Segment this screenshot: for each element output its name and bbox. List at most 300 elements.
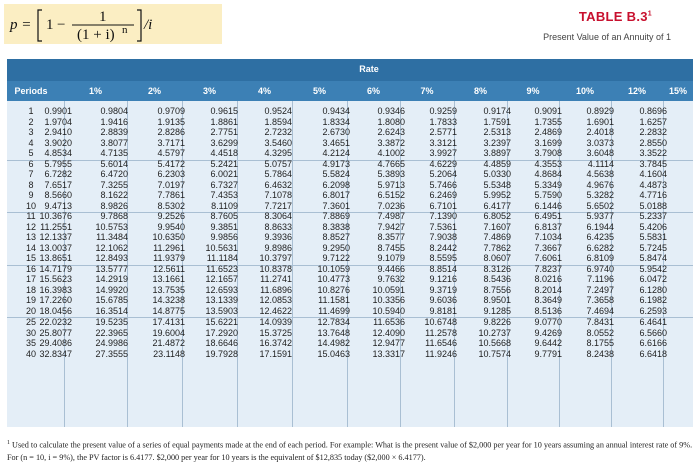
factor-cell: 8.7455 [377, 242, 405, 253]
factor-cell: 0.9259 [429, 106, 457, 116]
factor-cell: 12.4622 [259, 305, 292, 316]
factor-cell: 3.2397 [483, 137, 511, 148]
table-title: TABLE $B.3^1$ [578, 9, 652, 24]
period-cell: 35 [25, 338, 36, 348]
factor-cell: 3.7171 [157, 137, 185, 148]
factor-cell: 4.7716 [639, 190, 667, 200]
factor-cell: 14.8775 [152, 305, 185, 316]
factor-cell: 3.3522 [639, 148, 667, 158]
factor-cell: 6.1982 [639, 295, 667, 305]
period-cell: 13 [25, 232, 36, 242]
factor-cell: 11.9246 [425, 348, 457, 359]
factor-cell: 9.1079 [377, 253, 405, 263]
factor-cell: 5.7245 [639, 242, 667, 253]
factor-cell: 7.3658 [586, 295, 614, 305]
factor-cell: 7.1034 [534, 232, 562, 242]
factor-cell: 6.7282 [44, 169, 72, 179]
factor-cell: 2.4018 [586, 127, 614, 137]
factor-cell: 6.4632 [264, 179, 292, 190]
factor-cell: 5.7864 [264, 169, 292, 179]
factor-cell: 21.4872 [152, 338, 185, 348]
factor-cell: 7.7862 [483, 242, 511, 253]
factor-cell: 24.9986 [95, 338, 128, 348]
factor-cell: 22.0232 [39, 317, 72, 327]
rate-header-2pct: 2% [147, 86, 161, 96]
factor-cell: 25.8077 [39, 327, 72, 338]
factor-cell: 16.3983 [39, 284, 72, 295]
factor-cell: 4.1114 [587, 158, 614, 169]
factor-cell: 8.3064 [264, 211, 292, 221]
factor-cell: 8.3838 [322, 221, 350, 232]
factor-cell: 12.1337 [39, 232, 72, 242]
formula-numerator: 1 [99, 9, 107, 25]
factor-cell: 9.9540 [157, 221, 185, 232]
factor-cell: 3.7908 [534, 148, 562, 158]
factor-cell: 6.1944 [586, 221, 614, 232]
factor-cell: 7.9038 [429, 232, 457, 242]
period-cell: 18 [25, 284, 36, 295]
factor-cell: 8.8514 [429, 263, 457, 274]
factor-cell: 6.9740 [586, 263, 614, 274]
factor-cell: 2.4869 [534, 127, 562, 137]
factor-cell: 0.9804 [100, 106, 128, 116]
factor-cell: 2.6730 [322, 127, 350, 137]
rate-header-3pct: 3% [202, 86, 216, 96]
factor-cell: 5.7955 [44, 158, 72, 169]
factor-cell: 9.4713 [44, 200, 72, 211]
factor-cell: 6.0472 [639, 274, 667, 284]
period-cell: 12 [25, 221, 36, 232]
period-cell: 14 [25, 242, 36, 253]
factor-cell: 12.1062 [95, 242, 128, 253]
rate-header-1pct: 1% [88, 86, 102, 96]
factor-cell: 9.4269 [534, 327, 562, 338]
factor-cell: 19.6004 [152, 327, 185, 338]
factor-cell: 8.0607 [483, 253, 511, 263]
rate-header-12pct: 12% [627, 86, 646, 96]
factor-cell: 8.1109 [211, 200, 238, 211]
factor-cell: 8.5660 [44, 190, 72, 200]
footnote-marker: 1 [7, 440, 10, 446]
factor-cell: 14.3238 [152, 295, 185, 305]
factor-cell: 9.6442 [534, 338, 562, 348]
factor-cell: 5.6014 [100, 158, 128, 169]
rate-header-4pct: 4% [257, 86, 271, 96]
rate-header-10pct: 10% [575, 86, 594, 96]
factor-cell: 4.4859 [483, 158, 511, 169]
factor-cell: 8.0552 [586, 327, 614, 338]
factor-cell: 10.5668 [478, 338, 511, 348]
factor-cell: 10.2737 [478, 327, 511, 338]
factor-cell: 5.4206 [639, 221, 667, 232]
factor-cell: 1.8080 [377, 116, 405, 127]
factor-cell: 9.9856 [210, 232, 238, 242]
factor-cell: 4.8534 [44, 148, 72, 158]
rate-header-band [7, 59, 693, 81]
factor-cell: 13.1339 [205, 295, 238, 305]
factor-cell: 5.5831 [639, 232, 667, 242]
factor-cell: 7.9427 [377, 221, 405, 232]
factor-cell: 12.5611 [153, 263, 185, 274]
factor-cell: 11.2551 [40, 221, 72, 232]
formula-exponent: n [122, 24, 128, 36]
factor-cell: 9.3851 [210, 221, 238, 232]
formula-one: 1 [46, 17, 54, 33]
factor-cell: 3.3121 [429, 137, 457, 148]
factor-cell: 5.3893 [377, 169, 405, 179]
rate-header-6pct: 6% [366, 86, 380, 96]
factor-cell: 12.1657 [205, 274, 238, 284]
factor-cell: 6.6282 [586, 242, 614, 253]
factor-cell: 8.8633 [264, 221, 292, 232]
factor-cell: 11.2578 [425, 327, 457, 338]
factor-cell: 14.0939 [259, 317, 292, 327]
period-cell: 40 [25, 348, 36, 359]
factor-cell: 9.7868 [100, 211, 128, 221]
factor-cell: 4.4518 [210, 148, 238, 158]
factor-cell: 5.5348 [483, 179, 511, 190]
factor-cell: 9.1216 [429, 274, 457, 284]
factor-cell: 6.6166 [639, 338, 667, 348]
factor-cell: 2.6243 [377, 127, 405, 137]
factor-cell: 14.2919 [95, 274, 128, 284]
factor-cell: 3.8077 [100, 137, 128, 148]
factor-cell: 8.7556 [483, 284, 511, 295]
factor-cell: 9.3936 [264, 232, 292, 242]
factor-cell: 1.9135 [157, 116, 185, 127]
factor-cell: 1.8861 [210, 116, 238, 127]
factor-cell: 9.2526 [157, 211, 185, 221]
factor-cell: 8.5302 [157, 200, 185, 211]
rate-header-9pct: 9% [526, 86, 540, 96]
rate-header-8pct: 8% [473, 86, 487, 96]
factor-cell: 8.2442 [429, 242, 457, 253]
factor-cell: 11.1581 [318, 295, 350, 305]
factor-cell: 13.3317 [372, 348, 405, 359]
factor-cell: 8.2014 [534, 284, 562, 295]
factor-cell: 5.9542 [639, 263, 667, 274]
period-cell: 8 [28, 179, 34, 190]
period-cell: 4 [28, 137, 34, 148]
factor-cell: 10.3797 [259, 253, 292, 263]
factor-cell: 12.0853 [259, 295, 292, 305]
factor-cell: 11.6523 [206, 263, 238, 274]
factor-cell: 0.9174 [483, 106, 511, 116]
factor-cell: 7.8869 [322, 211, 350, 221]
factor-cell: 5.3282 [586, 190, 614, 200]
factor-cell: 5.3349 [534, 179, 562, 190]
factor-cell: 8.1622 [100, 190, 128, 200]
factor-cell: 8.9501 [483, 295, 511, 305]
factor-cell: 9.8226 [483, 317, 511, 327]
factor-cell: 5.9952 [483, 190, 511, 200]
factor-cell: 3.6048 [586, 148, 614, 158]
factor-cell: 11.2961 [153, 242, 185, 253]
factor-cell: 4.5797 [157, 148, 185, 158]
factor-cell: 14.9920 [95, 284, 128, 295]
factor-cell: 6.1280 [639, 284, 667, 295]
factor-cell: 13.7648 [317, 327, 350, 338]
factor-cell: 11.6896 [260, 284, 292, 295]
factor-cell: 14.7179 [39, 263, 72, 274]
factor-cell: 5.0757 [264, 158, 292, 169]
factor-cell: 2.2832 [639, 127, 667, 137]
factor-cell: 11.9379 [153, 253, 185, 263]
factor-cell: 9.4466 [377, 263, 405, 274]
factor-cell: 13.0037 [39, 242, 72, 253]
factor-cell: 7.6517 [44, 179, 72, 190]
factor-cell: 5.4172 [157, 158, 185, 169]
factor-cell: 29.4086 [39, 338, 72, 348]
factor-cell: 9.7122 [322, 253, 350, 263]
factor-cell: 2.9410 [44, 127, 72, 137]
factor-cell: 9.0770 [534, 317, 562, 327]
factor-cell: 10.6350 [152, 232, 185, 242]
factor-cell: 19.5235 [95, 317, 128, 327]
factor-cell: 5.2421 [210, 158, 238, 169]
factor-cell: 7.8431 [586, 317, 614, 327]
rate-header-15pct: 15% [668, 86, 687, 96]
factor-cell: 6.7101 [429, 200, 457, 211]
factor-cell: 7.1078 [264, 190, 292, 200]
factor-cell: 8.1755 [586, 338, 614, 348]
factor-cell: 4.5638 [586, 169, 614, 179]
factor-cell: 6.2098 [322, 179, 350, 190]
factor-cell: 10.5631 [205, 242, 238, 253]
factor-cell: 0.8929 [586, 106, 614, 116]
factor-cell: 6.4177 [483, 200, 511, 211]
factor-cell: 5.7590 [534, 190, 562, 200]
period-cell: 30 [25, 327, 36, 338]
period-cell: 3 [28, 127, 34, 137]
factor-cell: 8.7605 [210, 211, 238, 221]
factor-cell: 8.0216 [534, 274, 562, 284]
factor-cell: 3.6299 [210, 137, 238, 148]
factor-cell: 15.6785 [95, 295, 128, 305]
factor-cell: 4.1604 [639, 169, 667, 179]
factor-cell: 12.4090 [372, 327, 405, 338]
factor-cell: 10.7574 [478, 348, 511, 359]
factor-cell: 3.9927 [429, 148, 457, 158]
factor-cell: 4.4873 [639, 179, 667, 190]
factor-cell: 6.2593 [639, 305, 667, 316]
factor-cell: 6.5660 [639, 327, 667, 338]
factor-cell: 1.8594 [264, 116, 292, 127]
factor-cell: 17.4131 [152, 317, 185, 327]
factor-cell: 13.7535 [152, 284, 185, 295]
factor-cell: 7.4694 [586, 305, 614, 316]
factor-cell: 2.8839 [100, 127, 128, 137]
factor-cell: 10.3356 [372, 295, 405, 305]
factor-cell: 16.3514 [95, 305, 128, 316]
factor-cell: 10.1059 [317, 263, 350, 274]
factor-cell: 0.9709 [157, 106, 185, 116]
factor-cell: 1.9704 [44, 116, 72, 127]
factor-cell: 6.0021 [210, 169, 238, 179]
factor-cell: 4.3295 [264, 148, 292, 158]
factor-cell: 9.2950 [322, 242, 350, 253]
factor-cell: 18.0456 [39, 305, 72, 316]
title-footnote-marker: 1 [647, 10, 652, 18]
period-cell: 10 [25, 200, 36, 211]
factor-cell: 14.4982 [317, 338, 350, 348]
rate-header-7pct: 7% [420, 86, 434, 96]
factor-cell: 11.6546 [425, 338, 457, 348]
factor-cell: 12.7834 [317, 317, 350, 327]
period-cell: 16 [25, 263, 36, 274]
factor-cell: 7.0197 [157, 179, 185, 190]
factor-cell: 5.2064 [429, 169, 457, 179]
factor-cell: 4.6229 [429, 158, 457, 169]
factor-cell: 7.3601 [322, 200, 350, 211]
factor-cell: 7.1607 [483, 221, 511, 232]
factor-cell: 32.8347 [39, 348, 72, 359]
factor-cell: 7.3255 [100, 179, 128, 190]
factor-cell: 7.6061 [534, 253, 562, 263]
factor-cell: 0.8696 [639, 106, 667, 116]
factor-cell: 8.2438 [586, 348, 614, 359]
period-cell: 5 [28, 148, 34, 158]
factor-cell: 6.1446 [534, 200, 562, 211]
factor-cell: 10.8276 [317, 284, 350, 295]
period-cell: 19 [25, 295, 36, 305]
factor-cell: 8.9826 [100, 200, 128, 211]
factor-cell: 13.5903 [205, 305, 238, 316]
factor-cell: 7.4987 [377, 211, 405, 221]
factor-cell: 6.6418 [639, 348, 667, 359]
factor-cell: 3.0373 [586, 137, 614, 148]
factor-cell: 10.6748 [424, 317, 457, 327]
factor-cell: 0.9901 [44, 106, 72, 116]
period-cell: 2 [28, 116, 34, 127]
factor-cell: 7.3667 [534, 242, 562, 253]
factor-cell: 7.0236 [377, 200, 405, 211]
factor-cell: 1.8334 [322, 116, 350, 127]
factor-cell: 3.7845 [639, 158, 667, 169]
period-cell: 20 [25, 305, 36, 316]
factor-cell: 12.9477 [372, 338, 405, 348]
factor-cell: 6.4951 [534, 211, 562, 221]
factor-cell: 10.8378 [259, 263, 292, 274]
formula-box [4, 4, 222, 44]
factor-cell: 13.8651 [39, 253, 72, 263]
factor-cell: 6.8109 [586, 253, 614, 263]
factor-cell: 7.2497 [586, 284, 614, 295]
factor-cell: 2.8550 [639, 137, 667, 148]
factor-cell: 1.7355 [534, 116, 562, 127]
factor-cell: 8.3577 [377, 232, 405, 242]
factor-cell: 0.9434 [322, 106, 350, 116]
factor-cell: 12.8493 [95, 253, 128, 263]
factor-cell: 1.6901 [586, 116, 614, 127]
factor-cell: 7.8237 [534, 263, 562, 274]
factor-cell: 5.9377 [586, 211, 614, 221]
factor-cell: 17.2260 [39, 295, 72, 305]
factor-cell: 2.7232 [264, 127, 292, 137]
factor-cell: 11.6536 [373, 317, 405, 327]
factor-cell: 1.6257 [639, 116, 667, 127]
factor-cell: 5.7466 [429, 179, 457, 190]
factor-cell: 4.3553 [534, 158, 562, 169]
period-cell: 9 [28, 190, 34, 200]
factor-cell: 17.1591 [259, 348, 292, 359]
factor-cell: 9.8181 [429, 305, 457, 316]
factor-cell: 8.3126 [483, 263, 511, 274]
factor-cell: 5.8474 [639, 253, 667, 263]
factor-cell: 8.5436 [483, 274, 511, 284]
formula-minus: − [57, 17, 66, 33]
factor-cell: 1.9416 [100, 116, 128, 127]
factor-cell: 2.5771 [429, 127, 457, 137]
factor-cell: 7.4869 [483, 232, 511, 242]
factor-cell: 6.5152 [377, 190, 405, 200]
factor-cell: 0.9524 [264, 106, 292, 116]
factor-cell: 3.3872 [377, 137, 405, 148]
factor-cell: 13.1661 [152, 274, 185, 284]
footnote: $^1$ Used to calculate the present value of a series of equal payments made at the end of each period. For example: What is the present value of $2,000 per year for 10 years assuming an annual interest rate of 9%. For (n = 10, i = 9%), the PV factor is 6.4177. $2,000 per year for 10 years is the equivalent of $12,835 today ($2,000 × 6.4177). [7, 440, 693, 462]
periods-header: Periods [14, 86, 48, 96]
factor-cell: 8.5595 [429, 253, 457, 263]
factor-cell: 0.9615 [210, 106, 238, 116]
factor-cell: 2.5313 [483, 127, 511, 137]
factor-cell: 9.8986 [264, 242, 292, 253]
factor-cell: 5.0330 [483, 169, 511, 179]
factor-cell: 12.6593 [205, 284, 238, 295]
factor-cell: 4.8684 [534, 169, 562, 179]
factor-cell: 10.4773 [317, 274, 350, 284]
factor-cell: 10.3676 [39, 211, 72, 221]
period-cell: 1 [28, 106, 34, 116]
factor-cell: 9.1285 [483, 305, 511, 316]
factor-cell: 11.4699 [318, 305, 350, 316]
factor-cell: 0.9346 [377, 106, 405, 116]
factor-cell: 3.8897 [483, 148, 511, 158]
factor-cell: 7.1390 [429, 211, 457, 221]
factor-cell: 11.2741 [260, 274, 292, 284]
factor-cell: 10.5940 [372, 305, 405, 316]
rate-label: Rate [359, 64, 379, 74]
factor-cell: 7.5361 [429, 221, 457, 232]
factor-cell: 3.9020 [44, 137, 72, 148]
factor-cell: 0.9091 [534, 106, 562, 116]
period-cell: 11 [26, 211, 36, 221]
factor-cell: 6.2469 [429, 190, 457, 200]
factor-cell: 3.5460 [264, 137, 292, 148]
factor-cell: 17.2920 [205, 327, 238, 338]
factor-cell: 7.1196 [587, 274, 614, 284]
factor-cell: 3.4651 [322, 137, 350, 148]
factor-cell: 3.1699 [534, 137, 562, 148]
factor-cell: 4.2124 [322, 148, 350, 158]
factor-cell: 5.5824 [322, 169, 350, 179]
factor-cell: 15.6221 [205, 317, 238, 327]
period-cell: 17 [25, 274, 36, 284]
rate-header-5pct: 5% [312, 86, 326, 96]
factor-cell: 16.3742 [259, 338, 292, 348]
factor-cell: 2.8286 [157, 127, 185, 137]
factor-cell: 18.6646 [205, 338, 238, 348]
factor-cell: 15.0463 [317, 348, 350, 359]
period-cell: 15 [25, 253, 36, 263]
formula-denominator: (1 + i) [77, 27, 115, 43]
factor-cell: 6.4720 [100, 169, 128, 179]
factor-cell: 23.1148 [153, 348, 185, 359]
factor-cell: 4.9173 [322, 158, 350, 169]
period-cell: 7 [28, 169, 34, 179]
factor-cell: 6.7327 [210, 179, 238, 190]
factor-cell: 11.3484 [96, 232, 128, 242]
factor-cell: 10.0591 [372, 284, 405, 295]
